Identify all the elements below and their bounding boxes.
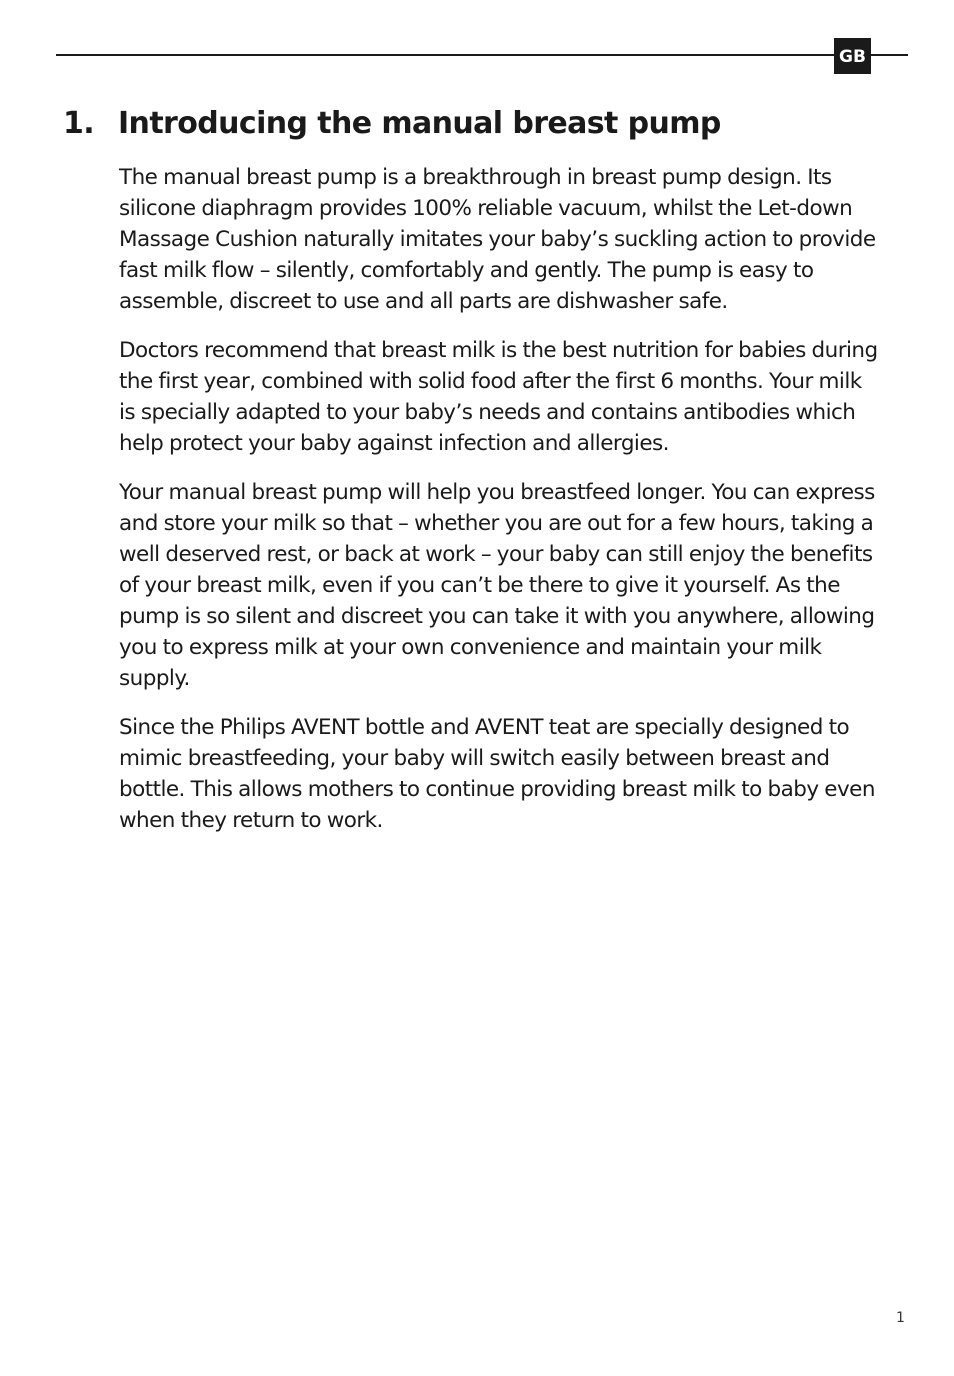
page-number: 1: [896, 1310, 905, 1326]
paragraph-benefits: Your manual breast pump will help you breastfeed longer. You can express and store your milk so that – whether you are out for a few hours, taking a well deserved rest, or back at work – your baby can still enjoy the benefits of your breast milk, even if you can’t be there to give it yourself. As the pump is so silent and discreet you can take it with you anywhere, allowing you to express milk at your own convenience and maintain your milk supply.: [119, 480, 875, 691]
section-body: [119, 162, 879, 854]
paragraph-bottle: Since the Philips AVENT bottle and AVENT teat are specially designed to mimic breastfeeding, your baby will switch easily between breast and bottle. This allows mothers to continue providing breast milk to baby even when they return to work.: [119, 715, 875, 833]
section-heading: [63, 102, 883, 146]
paragraph-nutrition: Doctors recommend that breast milk is the best nutrition for babies during the first year, combined with solid food after the first 6 months. Your milk is specially adapted to your baby’s needs and contains antibodies which help protect your baby against infection and allergies.: [119, 338, 878, 456]
paragraph-intro: The manual breast pump is a breakthrough in breast pump design. Its silicone diaphragm provides 100% reliable vacuum, whilst the Let-down Massage Cushion naturally imitates your baby’s suckling action to provide fast milk flow – silently, comfortably and gently. The pump is easy to assemble, discreet to use and all parts are dishwasher safe.: [119, 165, 876, 314]
section-number: 1.: [63, 106, 95, 141]
language-badge: GB: [834, 38, 871, 74]
section-title: Introducing the manual breast pump: [118, 106, 721, 141]
header-rule: [56, 54, 908, 56]
